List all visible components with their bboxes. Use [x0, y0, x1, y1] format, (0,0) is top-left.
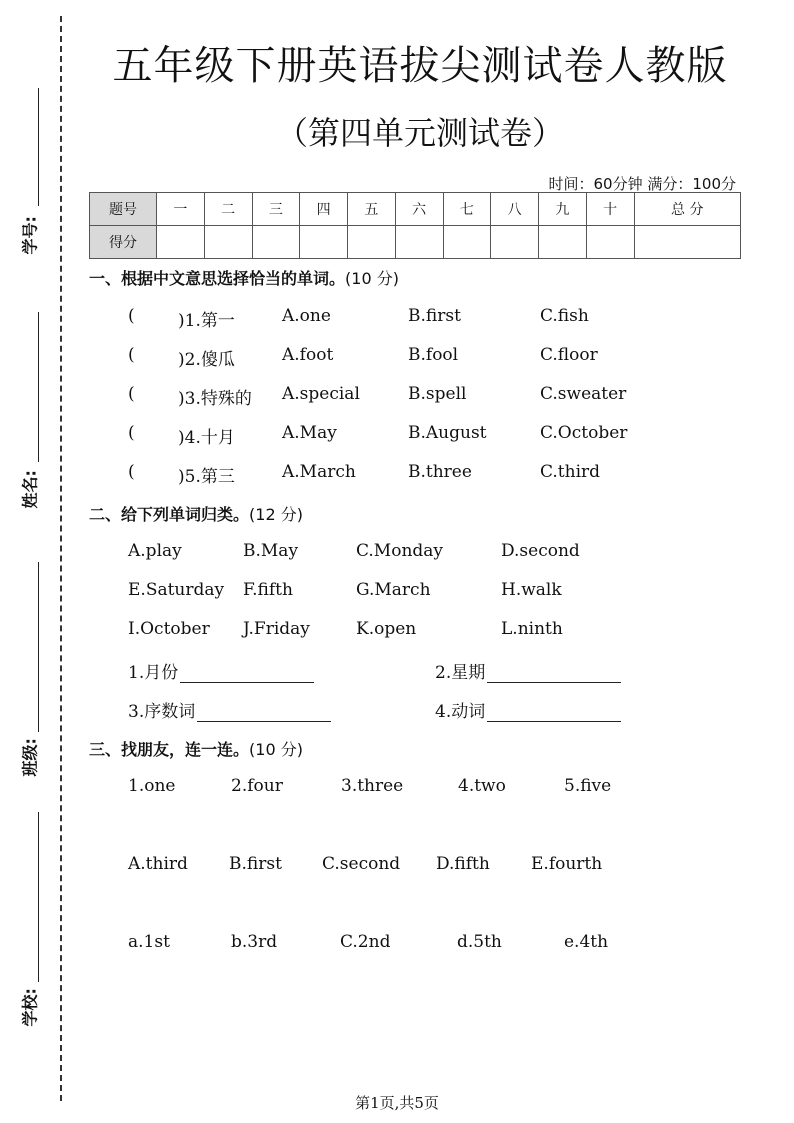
time-info: 时间：60分钟 满分：100分 — [548, 175, 736, 193]
match-item[interactable]: D.fifth — [436, 854, 490, 874]
score-cell-total[interactable] — [634, 226, 741, 259]
question-stem: )1.第一 — [178, 311, 235, 331]
category-label: 3.序数词 — [128, 702, 196, 722]
student-no-label: 学号: — [20, 216, 40, 255]
student-no-line — [38, 88, 39, 206]
word-item: I.October — [128, 619, 210, 639]
page-title: 五年级下册英语拔尖测试卷人教版 — [112, 43, 728, 89]
match-row-ordinals — [0, 854, 794, 878]
score-col: 八 — [491, 193, 539, 226]
word-item: F.fifth — [243, 580, 293, 600]
section2-heading: 二、给下列单词归类。 — [89, 505, 250, 524]
score-cell[interactable] — [539, 226, 587, 259]
option-c: C.fish — [540, 306, 589, 326]
word-item: K.open — [356, 619, 417, 639]
score-table-score-row — [90, 226, 741, 259]
match-item[interactable]: 5.five — [564, 776, 612, 796]
answer-paren[interactable]: ( — [128, 384, 135, 404]
word-item: D.second — [501, 541, 580, 561]
word-row — [0, 619, 794, 643]
answer-blank[interactable] — [487, 666, 621, 683]
section2-points: (12 分) — [249, 505, 303, 524]
school-line — [38, 812, 39, 982]
match-item[interactable]: b.3rd — [231, 932, 278, 952]
score-cell[interactable] — [157, 226, 205, 259]
option-b: B.spell — [408, 384, 467, 404]
question-row — [0, 384, 794, 408]
category-ordinals — [128, 697, 331, 722]
match-item[interactable]: 4.two — [458, 776, 506, 796]
score-col: 六 — [395, 193, 443, 226]
match-item[interactable]: 1.one — [128, 776, 176, 796]
score-table — [89, 192, 741, 259]
score-row-label: 得分 — [90, 226, 157, 259]
answer-blank[interactable] — [487, 705, 621, 722]
word-item: J.Friday — [243, 619, 310, 639]
category-label: 1.月份 — [128, 663, 179, 683]
category-row — [0, 697, 794, 721]
match-row-numbers — [0, 776, 794, 800]
name-label: 姓名: — [20, 470, 40, 509]
option-b: B.three — [408, 462, 472, 482]
class-label: 班级: — [20, 738, 40, 777]
answer-blank[interactable] — [180, 666, 314, 683]
word-item: B.May — [243, 541, 299, 561]
section3-heading: 三、找朋友，连一连。 — [89, 740, 250, 759]
match-item[interactable]: E.fourth — [531, 854, 603, 874]
word-item: E.Saturday — [128, 580, 225, 600]
match-item[interactable]: e.4th — [564, 932, 609, 952]
score-table-head-label: 题号 — [90, 193, 157, 226]
word-item: H.walk — [501, 580, 562, 600]
section2-title — [89, 502, 303, 525]
page-subtitle: （第四单元测试卷） — [275, 114, 564, 152]
word-item: L.ninth — [501, 619, 563, 639]
school-label: 学校: — [20, 988, 40, 1027]
question-row — [0, 462, 794, 486]
match-item[interactable]: 3.three — [341, 776, 404, 796]
match-row-abbrev — [0, 932, 794, 956]
page-footer: 第1页,共5页 — [355, 1094, 439, 1112]
question-stem: )2.傻瓜 — [178, 350, 235, 370]
score-col: 十 — [586, 193, 634, 226]
score-cell[interactable] — [252, 226, 300, 259]
option-b: B.fool — [408, 345, 459, 365]
match-item[interactable]: B.first — [229, 854, 282, 874]
category-label: 4.动词 — [435, 702, 486, 722]
score-cell[interactable] — [395, 226, 443, 259]
word-item: G.March — [356, 580, 431, 600]
category-months — [128, 658, 314, 683]
category-row — [0, 658, 794, 682]
option-c: C.October — [540, 423, 628, 443]
match-item[interactable]: d.5th — [457, 932, 502, 952]
match-item[interactable]: 2.four — [231, 776, 283, 796]
score-cell[interactable] — [204, 226, 252, 259]
section3-title — [89, 737, 303, 760]
score-table-header-row — [90, 193, 741, 226]
option-a: A.May — [282, 423, 337, 443]
score-col: 四 — [300, 193, 348, 226]
question-row — [0, 423, 794, 447]
question-stem: )4.十月 — [178, 428, 235, 448]
option-c: C.floor — [540, 345, 598, 365]
section1-title — [89, 266, 399, 289]
section1-heading: 一、根据中文意思选择恰当的单词。 — [89, 269, 346, 288]
option-b: B.August — [408, 423, 487, 443]
option-b: B.first — [408, 306, 461, 326]
score-col: 九 — [539, 193, 587, 226]
option-c: C.third — [540, 462, 601, 482]
score-cell[interactable] — [491, 226, 539, 259]
score-cell[interactable] — [348, 226, 396, 259]
answer-blank[interactable] — [197, 705, 331, 722]
score-cell[interactable] — [443, 226, 491, 259]
question-stem: )5.第三 — [178, 467, 235, 487]
option-c: C.sweater — [540, 384, 627, 404]
category-verbs — [435, 697, 621, 722]
score-col: 七 — [443, 193, 491, 226]
score-col: 一 — [157, 193, 205, 226]
answer-paren[interactable]: ( — [128, 306, 135, 326]
category-label: 2.星期 — [435, 663, 486, 683]
score-col: 二 — [204, 193, 252, 226]
word-row — [0, 541, 794, 565]
match-item[interactable]: C.2nd — [340, 932, 391, 952]
score-col-total: 总 分 — [634, 193, 741, 226]
word-item: A.play — [128, 541, 182, 561]
option-a: A.one — [282, 306, 331, 326]
word-item: C.Monday — [356, 541, 444, 561]
option-a: A.March — [282, 462, 356, 482]
match-item[interactable]: a.1st — [128, 932, 170, 952]
score-col: 三 — [252, 193, 300, 226]
question-row — [0, 345, 794, 369]
score-cell[interactable] — [586, 226, 634, 259]
answer-paren[interactable]: ( — [128, 345, 135, 365]
answer-paren[interactable]: ( — [128, 423, 135, 443]
word-row — [0, 580, 794, 604]
option-a: A.foot — [282, 345, 334, 365]
category-weekdays — [435, 658, 621, 683]
answer-paren[interactable]: ( — [128, 462, 135, 482]
score-cell[interactable] — [300, 226, 348, 259]
match-item[interactable]: C.second — [322, 854, 401, 874]
section3-points: (10 分) — [249, 740, 303, 759]
section1-points: (10 分) — [345, 269, 399, 288]
score-col: 五 — [348, 193, 396, 226]
question-row — [0, 306, 794, 330]
option-a: A.special — [282, 384, 360, 404]
match-item[interactable]: A.third — [128, 854, 188, 874]
question-stem: )3.特殊的 — [178, 389, 252, 409]
